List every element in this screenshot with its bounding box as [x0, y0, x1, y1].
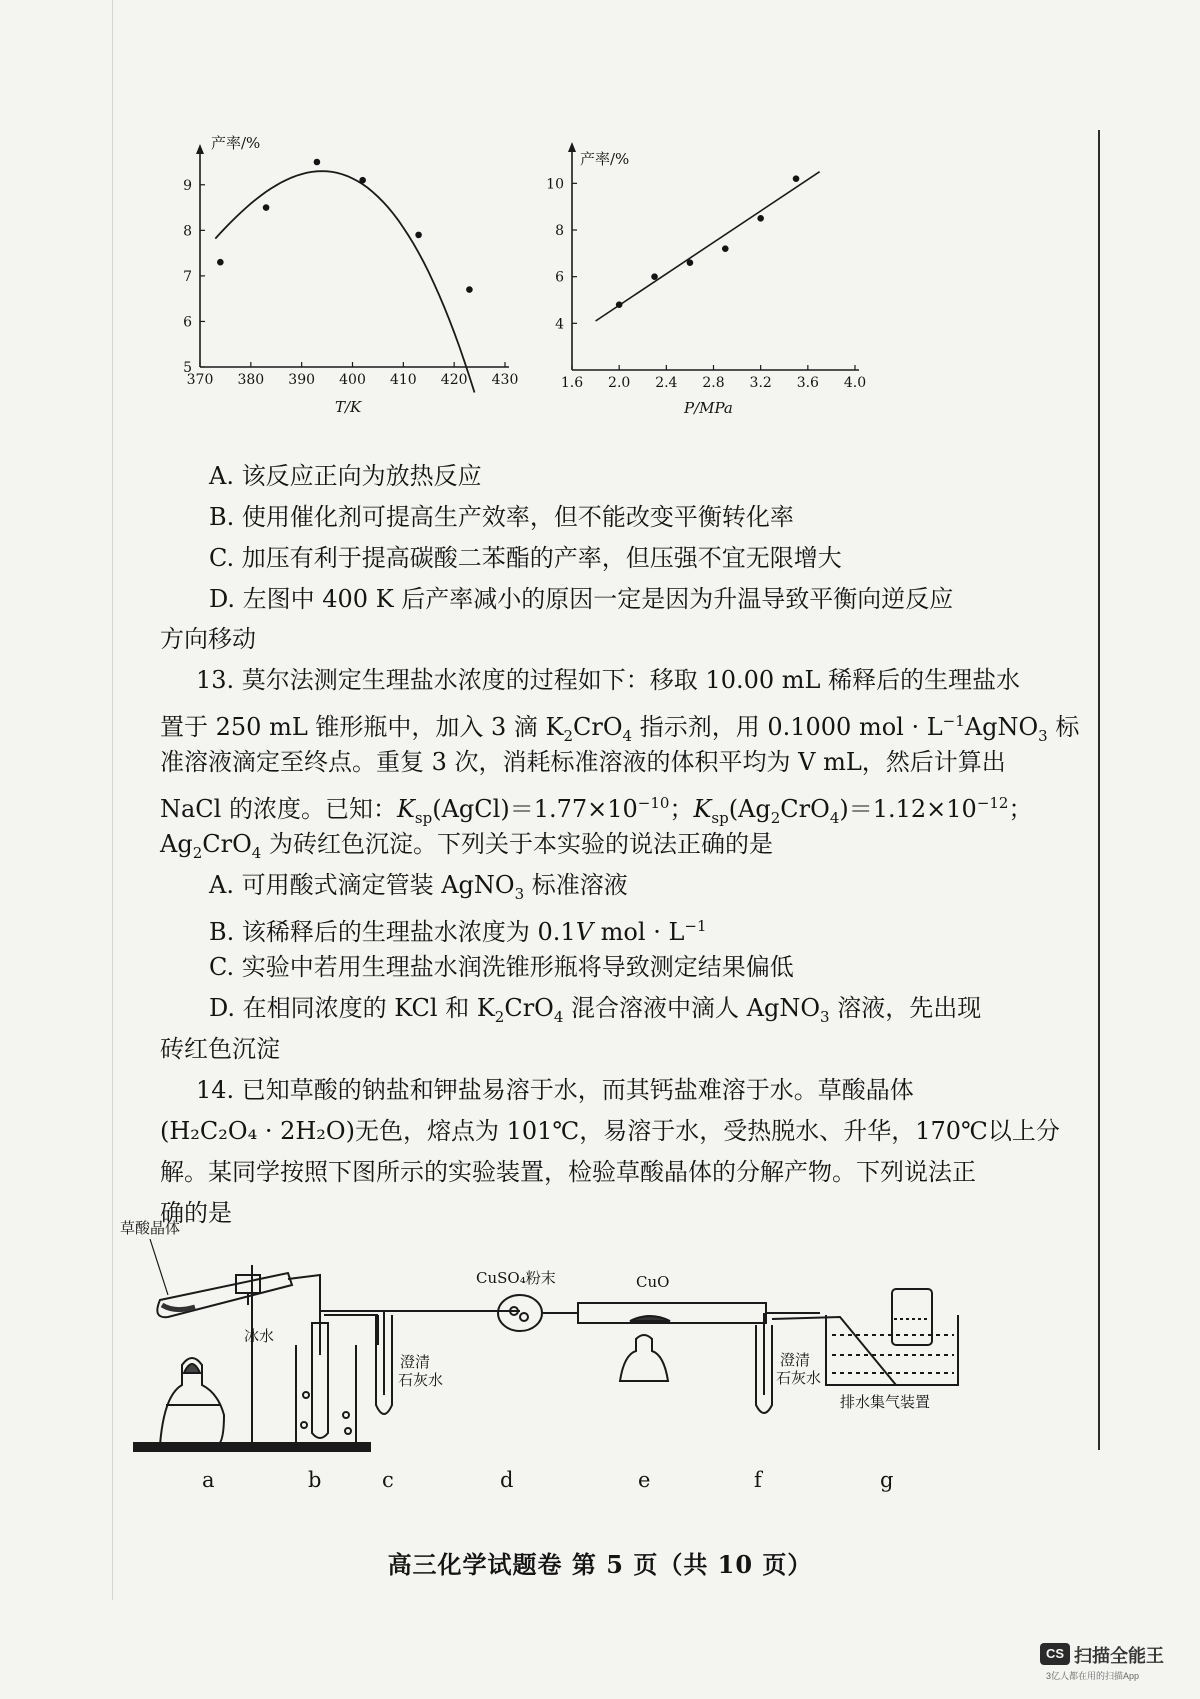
q14-stem-line1: 14. 已知草酸的钠盐和钾盐易溶于水，而其钙盐难溶于水。草酸晶体 [196, 1076, 914, 1104]
chart2-x-tick-label: 2.4 [655, 375, 678, 391]
chart-yield-vs-temperature [175, 130, 525, 420]
chart2-y-tick-label: 10 [546, 176, 564, 193]
chart2-y-tick-label: 6 [555, 269, 564, 286]
chart1-y-tick-label: 7 [183, 268, 192, 285]
chart1-x-tick-label: 370 [186, 372, 214, 388]
label-limewater-2b: 石灰水 [776, 1369, 822, 1387]
chart2-data-point [793, 175, 800, 182]
q13-option-c: C. 实验中若用生理盐水润洗锥形瓶将导致测定结果偏低 [209, 953, 794, 981]
label-cuo: CuO [636, 1273, 670, 1291]
chart2-data-point [616, 301, 623, 308]
chart1-axes [183, 144, 518, 393]
chart-yield-vs-pressure [540, 140, 880, 425]
apparatus-letters [202, 1468, 893, 1492]
letter-d: d [500, 1468, 514, 1492]
chart2-data-point [651, 273, 658, 280]
q12-option-a: A. 该反应正向为放热反应 [209, 462, 482, 490]
chart1-ylabel: 产率/% [211, 134, 261, 152]
label-limewater-2a: 澄清 [780, 1351, 811, 1369]
q13-stem-line5: $Ag_2CrO_4$ 为砖红色沉淀。下列关于本实验的说法正确的是 [160, 830, 773, 862]
scanner-name: 扫描全能王 [1074, 1646, 1164, 1666]
letter-b: b [308, 1468, 322, 1492]
chart2-x-tick-label: 3.6 [796, 375, 819, 391]
chart1-data-point [217, 259, 224, 266]
q13-option-b: B. 该稀释后的生理盐水浓度为 0.1V mol · $L^{-1}$ [209, 917, 707, 946]
chart1-x-tick-label: 380 [237, 372, 265, 388]
q14-stem-line2: (H₂C₂O₄ · 2H₂O)无色，熔点为 101℃，易溶于水，受热脱水、升华，170℃以上分 [160, 1117, 1060, 1145]
q13-option-a: A. 可用酸式滴定管装 AgNO$_3$ 标准溶液 [209, 871, 628, 903]
chart2-x-tick-label: 3.2 [749, 375, 772, 391]
letter-e: e [638, 1468, 651, 1492]
chart1-y-arrow [196, 144, 204, 154]
chart1-y-tick-label: 9 [183, 177, 192, 194]
chart2-y-tick-label: 8 [555, 223, 564, 239]
chart1-xlabel: T/K [335, 398, 362, 416]
label-limewater-1a: 澄清 [400, 1353, 431, 1371]
q12-option-d-line2: 方向移动 [160, 625, 256, 653]
q13-stem-line3: 准溶液滴定至终点。重复 3 次，消耗标准溶液的体积平均为 V mL，然后计算出 [160, 748, 1006, 776]
q13-option-d-line2: 砖红色沉淀 [160, 1035, 280, 1063]
chart1-data-point [314, 159, 321, 166]
chart2-y-tick-label: 4 [555, 316, 564, 333]
q13-option-d-line1: D. 在相同浓度的 KCl 和 $K_2CrO_4$ 混合溶液中滴人 AgNO$_3$ 溶液，先出现 [209, 994, 982, 1026]
chart2-data-point [687, 259, 694, 266]
scanner-logo-icon: CS [1040, 1643, 1070, 1665]
letter-f: f [754, 1468, 762, 1492]
chart2-data-point [722, 245, 729, 252]
chart2-data-point [757, 215, 764, 222]
chart2-x-tick-label: 2.0 [608, 375, 631, 391]
chart1-y-tick-label: 6 [183, 314, 192, 331]
q12-option-c: C. 加压有利于提高碳酸二苯酯的产率，但压强不宜无限增大 [209, 544, 842, 572]
chart2-x-tick-label: 1.6 [560, 375, 584, 391]
chart1-data-point [263, 204, 270, 211]
chart1-x-tick-label: 410 [389, 372, 417, 388]
chart2-fit-line [596, 172, 820, 321]
label-cuso4-powder: CuSO₄粉末 [476, 1269, 556, 1287]
chart1-x-tick-label: 400 [339, 372, 366, 388]
letter-a: a [202, 1468, 215, 1492]
right-margin-line [1098, 130, 1100, 1450]
chart1-y-tick-label: 8 [183, 223, 192, 240]
apparatus-d [476, 1269, 578, 1331]
chart1-y-tick-label: 5 [183, 360, 192, 376]
chart1-x-tick-label: 390 [288, 372, 316, 388]
apparatus-diagram [120, 1219, 1080, 1525]
chart2-xlabel: P/MPa [684, 399, 733, 417]
q14-stem-line3: 解。某同学按照下图所示的实验装置，检验草酸晶体的分解产物。下列说法正 [160, 1158, 976, 1186]
label-ice-water: 冰水 [244, 1327, 275, 1345]
label-limewater-1b: 石灰水 [398, 1371, 444, 1389]
label-gas-collection: 排水集气装置 [840, 1393, 931, 1411]
chart2-axes [546, 142, 866, 391]
label-oxalic-crystal: 草酸晶体 [120, 1219, 181, 1237]
q13-stem-line2: 置于 250 mL 锥形瓶中，加入 3 滴 $K_2CrO_4$ 指示剂，用 0.1000 mol · $L^{-1}AgNO_3$ 标 [160, 712, 1080, 745]
apparatus-b [244, 1313, 378, 1445]
q14-stem-line4: 确的是 [160, 1199, 232, 1227]
letter-c: c [382, 1468, 394, 1492]
chart1-data-point [415, 232, 422, 239]
chart2-x-tick-label: 4.0 [843, 375, 867, 391]
apparatus-g [826, 1289, 958, 1411]
q13-stem-line1: 13. 莫尔法测定生理盐水浓度的过程如下：移取 10.00 mL 稀释后的生理盐水 [196, 666, 1021, 694]
letter-g: g [880, 1468, 894, 1492]
chart2-x-tick-label: 2.8 [702, 375, 725, 391]
chart2-ylabel: 产率/% [580, 150, 630, 168]
apparatus-c [320, 1311, 520, 1414]
chart1-data-point [359, 177, 366, 184]
chart1-data-point [466, 286, 473, 293]
chart2-y-arrow [568, 142, 576, 152]
chart1-x-tick-label: 420 [440, 372, 468, 388]
q12-option-b: B. 使用催化剂可提高生产效率，但不能改变平衡转化率 [209, 503, 794, 531]
page-footer: 高三化学试题卷 第 5 页（共 10 页） [387, 1550, 813, 1579]
left-margin-line [112, 0, 113, 1600]
q13-stem-line4: NaCl 的浓度。已知：$K_{sp}(AgCl)=1.77\times 10^{-10}$；$K_{sp}(Ag_2CrO_4)=1.12\times 10^{-12}$； [160, 794, 1033, 827]
q12-option-d-line1: D. 左图中 400 K 后产率减小的原因一定是因为升温导致平衡向逆反应 [209, 585, 954, 613]
scanner-tagline: 3亿人都在用的扫描App [1046, 1671, 1140, 1681]
chart1-x-tick-label: 430 [491, 372, 519, 388]
chart1-fit-curve [215, 171, 474, 392]
